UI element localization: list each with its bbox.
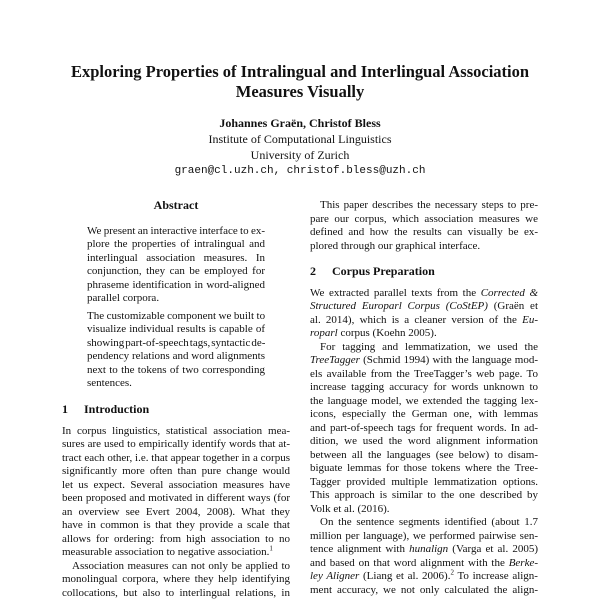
text-line: an overview see Evert 2004, 2008). What they [62, 505, 290, 518]
tool-name: ley Aligner [310, 570, 360, 582]
affiliation-university: University of Zurich [250, 148, 350, 162]
text-line: plored through our graphical interface. [310, 239, 481, 252]
intro-paragraph [62, 560, 290, 600]
text-line: dition, we used the word alignment information [310, 435, 538, 447]
authors: Johannes Graën, Christof Bless [219, 116, 381, 130]
footnote-mark: 2 [450, 568, 454, 577]
text-line [310, 300, 538, 314]
abstract [87, 199, 265, 391]
text-line: allows for ordering: from high association to no [62, 532, 290, 545]
text-line: measurable association to negative association.$^1$ [62, 544, 273, 558]
text-line: the language model, we extended the tagging lex- [310, 394, 538, 407]
text-line [310, 287, 538, 301]
affiliation-institute: Institute of Computational Linguistics [208, 132, 392, 146]
text-line: pare our corpus, which association measures we [310, 212, 538, 225]
text-line: between all the languages (see below) to disam- [310, 448, 538, 461]
paper-overview-paragraph [310, 199, 538, 253]
text: corpus (Koehn 2005). [337, 327, 437, 339]
section-heading [62, 403, 290, 417]
tool-name: TreeTagger [310, 354, 360, 366]
text-line: els available from the TreeTagger’s web page. To [310, 367, 538, 380]
text: To increase align- [453, 570, 538, 582]
text-line: sures are used to empirically identify words that at- [62, 438, 290, 450]
text-line: defined and how the results can visually be ex- [310, 226, 538, 238]
text-line: In corpus linguistics, statistical association mea- [62, 424, 290, 437]
text-line: next to the tokens of two corresponding [87, 363, 265, 376]
title-line: Exploring Properties of Intralingual and Interlingual Association [70, 62, 530, 81]
footnote-mark: 1 [269, 544, 273, 553]
text-line: interlingual association measures. In [87, 251, 265, 264]
text-line: ment accuracy, we not only calculated the align- [310, 583, 538, 596]
text-line: showing part-of-speech tags, syntactic de- [87, 336, 266, 349]
text-line: let us expect. Several association measures have [62, 478, 290, 491]
section-number: 2 [310, 264, 316, 278]
intro-paragraph [62, 425, 290, 560]
text: tence alignment with [310, 543, 410, 555]
text-line: The customizable component we built to [87, 309, 266, 322]
abstract-heading: Abstract [153, 198, 199, 212]
section-introduction [62, 403, 290, 600]
abstract-paragraph [87, 310, 265, 391]
paper-title [40, 62, 560, 102]
text-line: tract each other, i.e. that appear together in a corpus [62, 451, 290, 464]
text-line [310, 543, 538, 557]
text-line: collocations, but also to interlingual relations, in [62, 586, 290, 599]
corpus-name: Structured Europarl Corpus (CoStEP) [310, 300, 488, 312]
section-title: Introduction [84, 402, 150, 416]
text-line: We present an interactive interface to ex- [87, 224, 265, 237]
tool-name: hunalign [409, 543, 449, 555]
text-line: icons, especially the German one, with lemmas [310, 408, 538, 420]
text-line: Association measures can not only be applied to [72, 559, 290, 572]
text-line: On the sentence segments identified (about 1.7 [320, 516, 538, 528]
text-line [310, 354, 538, 368]
text-line [310, 570, 538, 584]
abstract-paragraph [87, 225, 265, 306]
text-line: have in common is that they provide a scale that [62, 519, 290, 531]
section-number: 1 [62, 402, 68, 416]
corpus-name: Eu- [522, 313, 538, 326]
text-line: monolingual corpora, where they help identifying [62, 573, 290, 585]
section-title: Corpus Preparation [332, 264, 435, 278]
text-line [310, 341, 538, 355]
right-column [310, 199, 538, 597]
text-line: visualize individual results is capable of [87, 323, 265, 335]
text-line: biguate lemmas for those tokens where the Tree- [310, 462, 538, 474]
text-line: phraseme identification in word-aligned [87, 278, 265, 291]
emails: graen@cl.uzh.ch, christof.bless@uzh.ch [174, 165, 426, 177]
tagging-paragraph [310, 341, 538, 517]
text-line: Volk et al. (2016). [310, 502, 390, 515]
section-heading [310, 265, 538, 279]
text: al. 2014), which is a cleaner version of the [310, 313, 523, 326]
text: (Schmid 1994) with the language mod- [359, 354, 538, 366]
text-line: plore the properties of intralingual and [87, 238, 265, 250]
text: We extracted parallel texts from the [310, 286, 481, 299]
text-line: increase tagging accuracy for words unknown to [310, 381, 538, 393]
tool-name: Berke- [508, 556, 538, 569]
text-line [310, 557, 538, 571]
text-line [310, 314, 538, 328]
text-line: significantly more often than pure change would [62, 465, 290, 477]
text: For tagging and lemmatization, we used the [320, 340, 538, 353]
alignment-paragraph [310, 516, 538, 597]
text: (Liang et al. 2006). [359, 570, 451, 582]
text-line: parallel corpora. [87, 292, 160, 304]
text-line: sentences. [87, 377, 132, 389]
text-line: million per language), we performed pairwise sen- [310, 529, 538, 542]
corpus-paragraph [310, 287, 538, 341]
text: (Varga et al. 2005) [448, 543, 538, 555]
corpus-name: roparl [310, 327, 338, 339]
text-line: been proposed and motivated in different ways (for [62, 492, 290, 504]
text: (Graën et [487, 300, 538, 312]
text-line [310, 327, 538, 341]
text-line: This approach is similar to the one described by [310, 489, 538, 501]
text: and based on that word alignment with the [310, 556, 509, 569]
title-line: Measures Visually [235, 82, 365, 101]
text-line: This paper describes the necessary steps to pre- [320, 199, 538, 211]
corpus-name: Corrected & [480, 286, 539, 299]
text-line: Tagger provided multiple lemmatization options. [310, 475, 538, 488]
text-line: pendency relations and word alignments [87, 350, 265, 362]
text-line: conjunction, they can be employed for [87, 265, 265, 277]
text-line: and part-of-speech tags for frequent words. In ad- [310, 421, 538, 434]
